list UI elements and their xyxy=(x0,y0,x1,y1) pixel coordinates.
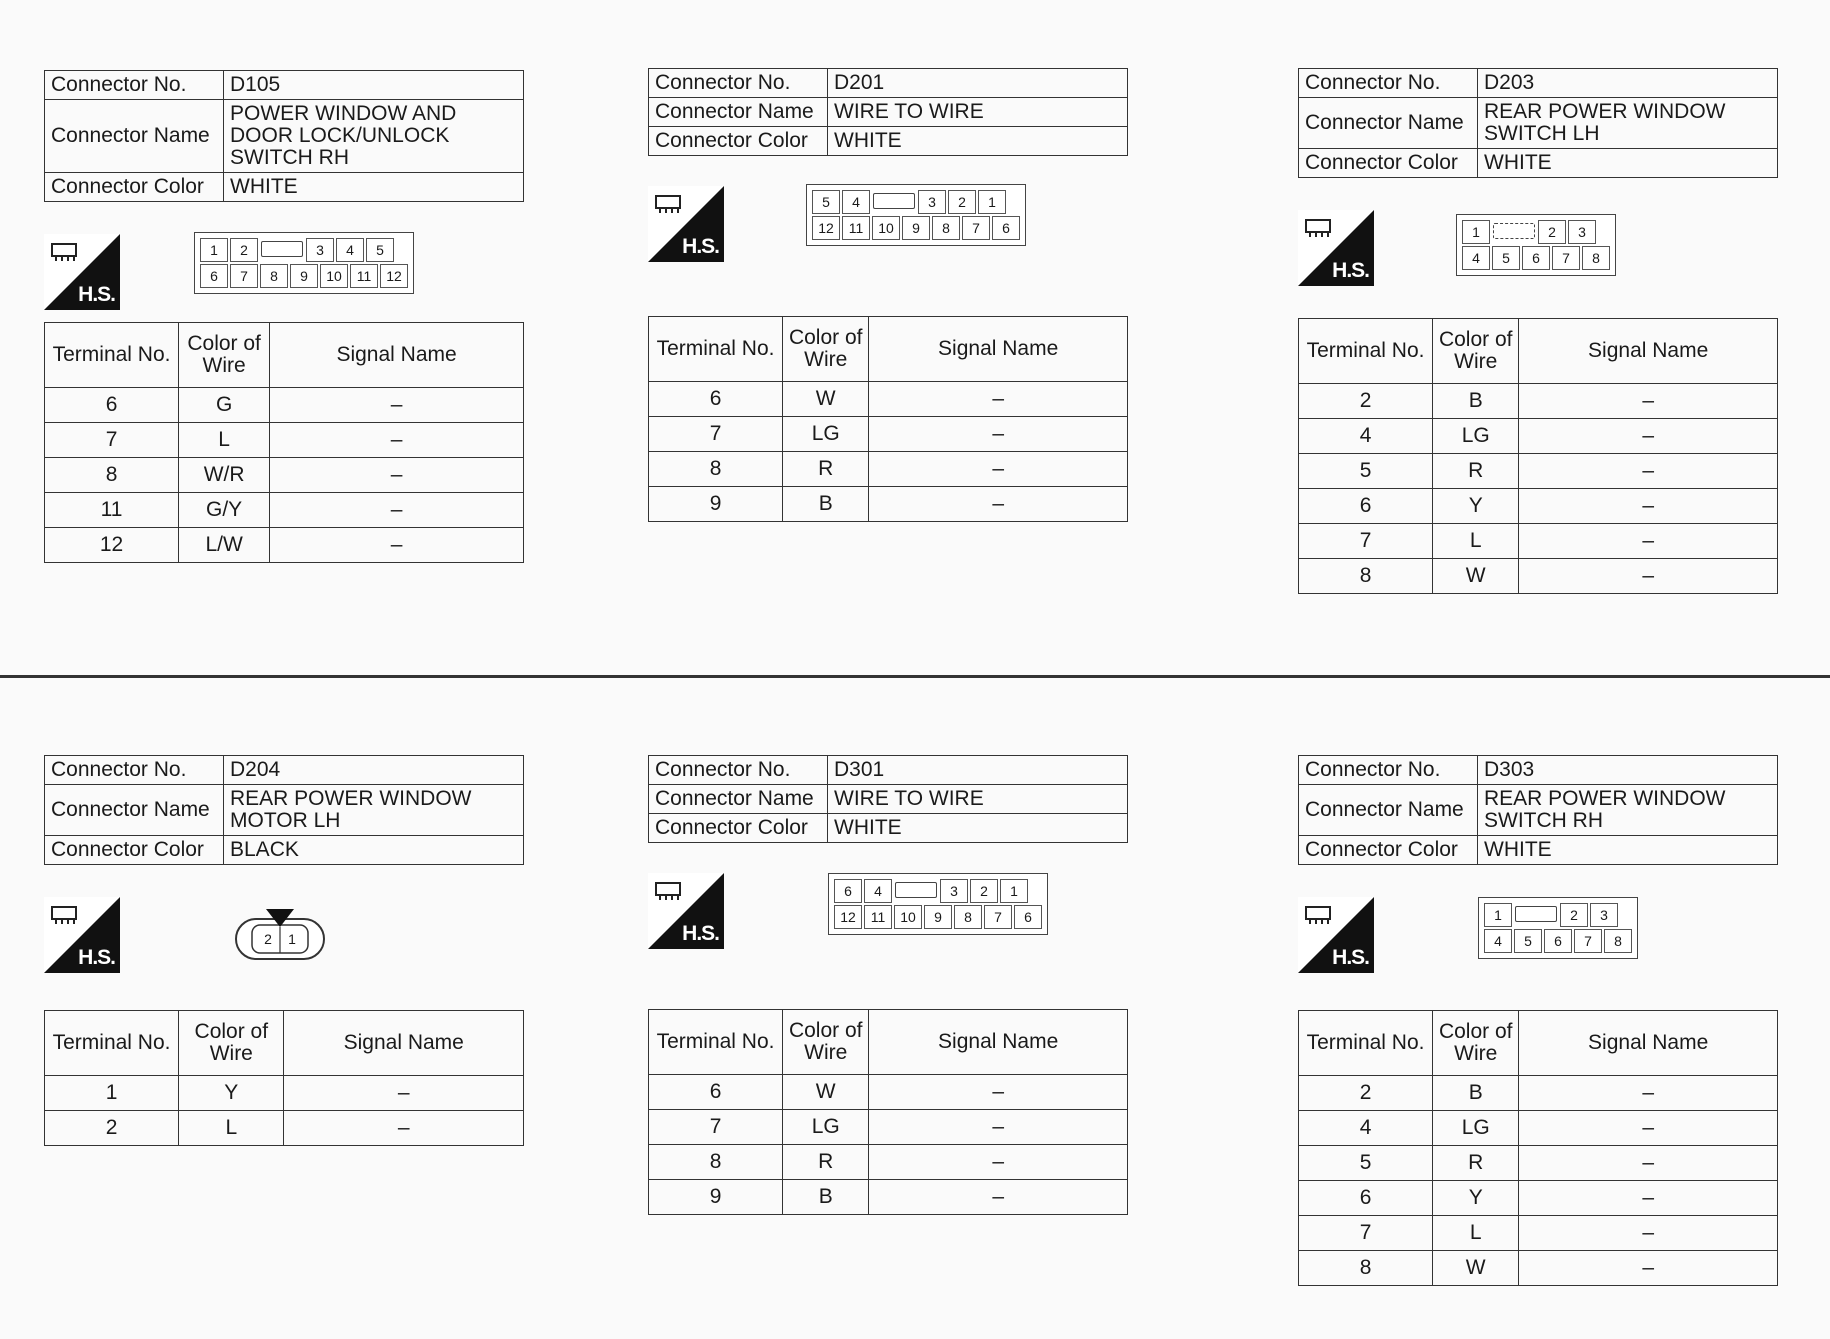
connector-name-value: REAR POWER WINDOW MOTOR LH xyxy=(224,785,524,836)
wire-cell: B xyxy=(1433,1076,1519,1111)
wire-cell: R xyxy=(783,452,869,487)
pin-cell: 11 xyxy=(864,905,892,929)
terminal-table xyxy=(44,322,524,563)
connector-art xyxy=(1298,865,1778,1010)
table-row xyxy=(1299,524,1778,559)
table-row xyxy=(1299,1076,1778,1111)
table-row xyxy=(649,452,1128,487)
pin-cell: 7 xyxy=(1552,246,1580,270)
harness-side-icon xyxy=(648,186,724,262)
signal-cell: – xyxy=(1519,524,1778,559)
terminal-cell: 8 xyxy=(1299,1251,1433,1286)
pin-cell: 3 xyxy=(918,190,946,214)
terminal-cell: 8 xyxy=(649,452,783,487)
pin-cell: 12 xyxy=(834,905,862,929)
connector-lock-tab xyxy=(873,193,915,209)
connector-name-label: Connector Name xyxy=(1299,98,1478,149)
plug-icon xyxy=(654,192,684,214)
pin-cell: 3 xyxy=(1568,220,1596,244)
connector-name-label: Connector Name xyxy=(649,785,828,814)
pin-cell: 6 xyxy=(834,879,862,903)
pin-cell: 8 xyxy=(1582,246,1610,270)
pin-cell: 6 xyxy=(200,264,228,288)
connector-name-value: REAR POWER WINDOW SWITCH LH xyxy=(1478,98,1778,149)
wire-cell: W xyxy=(783,382,869,417)
connector-name-label: Connector Name xyxy=(1299,785,1478,836)
wire-color-header: Color of Wire xyxy=(179,1011,284,1076)
section-divider xyxy=(0,675,1830,678)
connector-color-value: WHITE xyxy=(828,814,1128,843)
connector-no-label: Connector No. xyxy=(649,756,828,785)
pin-cell: 2 xyxy=(970,879,998,903)
hs-label: H.S. xyxy=(1332,259,1369,282)
pin-cell: 11 xyxy=(350,264,378,288)
pin-cell: 6 xyxy=(1544,929,1572,953)
wire-cell: Y xyxy=(1433,1181,1519,1216)
pin-cell: 5 xyxy=(812,190,840,214)
signal-cell: – xyxy=(869,1145,1128,1180)
table-row xyxy=(1299,419,1778,454)
pin-cell: 10 xyxy=(894,905,922,929)
hs-label: H.S. xyxy=(78,283,115,306)
connector-block-d203 xyxy=(1298,68,1778,594)
table-row xyxy=(649,417,1128,452)
signal-cell: – xyxy=(869,487,1128,522)
terminal-cell: 7 xyxy=(45,423,179,458)
table-row xyxy=(45,493,524,528)
terminal-cell: 9 xyxy=(649,1180,783,1215)
connector-color-value: WHITE xyxy=(1478,836,1778,865)
harness-side-icon xyxy=(1298,210,1374,286)
table-row xyxy=(649,1145,1128,1180)
connector-color-value: WHITE xyxy=(1478,149,1778,178)
terminal-cell: 6 xyxy=(649,1075,783,1110)
terminal-cell: 6 xyxy=(1299,1181,1433,1216)
pin-cell: 4 xyxy=(1462,246,1490,270)
connector-no-value: D301 xyxy=(828,756,1128,785)
connector-color-label: Connector Color xyxy=(1299,836,1478,865)
pin-cell: 5 xyxy=(1514,929,1542,953)
two-pin-housing-icon xyxy=(234,905,326,963)
wire-cell: LG xyxy=(783,1110,869,1145)
terminal-cell: 8 xyxy=(1299,559,1433,594)
table-row xyxy=(1299,559,1778,594)
terminal-cell: 12 xyxy=(45,528,179,563)
pin-cell: 8 xyxy=(954,905,982,929)
pin-cell: 6 xyxy=(1014,905,1042,929)
pin-cell: 7 xyxy=(962,216,990,240)
wire-cell: Y xyxy=(179,1076,284,1111)
terminal-cell: 11 xyxy=(45,493,179,528)
connector-name-value: POWER WINDOW AND DOOR LOCK/UNLOCK SWITCH RH xyxy=(224,100,524,173)
signal-name-header: Signal Name xyxy=(270,323,524,388)
table-row xyxy=(649,1180,1128,1215)
terminal-no-header: Terminal No. xyxy=(45,323,179,388)
signal-cell: – xyxy=(1519,559,1778,594)
pin-label: 1 xyxy=(288,931,296,947)
connector-name-value: WIRE TO WIRE xyxy=(828,98,1128,127)
plug-icon xyxy=(1304,216,1334,238)
harness-side-icon xyxy=(1298,897,1374,973)
terminal-cell: 6 xyxy=(45,388,179,423)
pin-cell: 9 xyxy=(902,216,930,240)
connector-block-d204 xyxy=(44,755,524,1146)
pin-cell: 9 xyxy=(924,905,952,929)
connector-no-value: D203 xyxy=(1478,69,1778,98)
pin-cell: 7 xyxy=(1574,929,1602,953)
connector-color-value: WHITE xyxy=(828,127,1128,156)
connector-block-d301 xyxy=(648,755,1128,1215)
terminal-cell: 6 xyxy=(649,382,783,417)
signal-cell: – xyxy=(869,1110,1128,1145)
pin-cell: 12 xyxy=(812,216,840,240)
connector-art xyxy=(1298,178,1778,318)
connector-color-label: Connector Color xyxy=(45,173,224,202)
pin-cell: 3 xyxy=(306,238,334,262)
connector-info-table xyxy=(44,755,524,865)
signal-cell: – xyxy=(869,1180,1128,1215)
signal-cell: – xyxy=(1519,1146,1778,1181)
pin-cell: 7 xyxy=(230,264,258,288)
hs-label: H.S. xyxy=(682,922,719,945)
pin-cell: 8 xyxy=(932,216,960,240)
table-row xyxy=(45,423,524,458)
wire-cell: Y xyxy=(1433,489,1519,524)
table-row xyxy=(1299,1181,1778,1216)
signal-cell: – xyxy=(869,382,1128,417)
plug-icon xyxy=(50,240,80,262)
connector-art xyxy=(44,865,524,1010)
wire-cell: R xyxy=(1433,1146,1519,1181)
connector-no-label: Connector No. xyxy=(1299,756,1478,785)
pin-cell: 8 xyxy=(260,264,288,288)
terminal-cell: 8 xyxy=(45,458,179,493)
connector-face-diagram xyxy=(828,873,1048,935)
connector-face-diagram xyxy=(234,905,326,963)
terminal-cell: 2 xyxy=(45,1111,179,1146)
signal-cell: – xyxy=(1519,489,1778,524)
wire-cell: W xyxy=(783,1075,869,1110)
connector-art xyxy=(648,843,1128,1009)
signal-cell: – xyxy=(1519,1251,1778,1286)
terminal-table xyxy=(648,1009,1128,1215)
terminal-cell: 5 xyxy=(1299,454,1433,489)
connector-lock-tab xyxy=(1493,223,1535,239)
table-row xyxy=(1299,384,1778,419)
terminal-no-header: Terminal No. xyxy=(45,1011,179,1076)
wire-color-header: Color of Wire xyxy=(783,1010,869,1075)
signal-cell: – xyxy=(270,388,524,423)
wire-color-header: Color of Wire xyxy=(783,317,869,382)
terminal-cell: 6 xyxy=(1299,489,1433,524)
plug-icon xyxy=(654,879,684,901)
terminal-cell: 7 xyxy=(1299,524,1433,559)
wire-color-header: Color of Wire xyxy=(1433,1011,1519,1076)
pin-cell: 1 xyxy=(978,190,1006,214)
signal-cell: – xyxy=(284,1111,524,1146)
table-row xyxy=(45,1111,524,1146)
terminal-no-header: Terminal No. xyxy=(1299,319,1433,384)
terminal-cell: 9 xyxy=(649,487,783,522)
connector-face-diagram xyxy=(1456,214,1616,276)
connector-color-value: BLACK xyxy=(224,836,524,865)
wire-cell: L xyxy=(179,423,270,458)
terminal-no-header: Terminal No. xyxy=(1299,1011,1433,1076)
connector-info-table xyxy=(1298,68,1778,178)
terminal-cell: 7 xyxy=(649,1110,783,1145)
signal-cell: – xyxy=(1519,1076,1778,1111)
connector-face-diagram xyxy=(806,184,1026,246)
connector-no-label: Connector No. xyxy=(1299,69,1478,98)
terminal-cell: 7 xyxy=(1299,1216,1433,1251)
connector-no-label: Connector No. xyxy=(45,756,224,785)
signal-cell: – xyxy=(869,452,1128,487)
wire-cell: L xyxy=(1433,1216,1519,1251)
wire-cell: L/W xyxy=(179,528,270,563)
table-row xyxy=(45,388,524,423)
connector-art xyxy=(44,202,524,322)
wire-cell: B xyxy=(1433,384,1519,419)
wire-cell: W xyxy=(1433,559,1519,594)
connector-name-value: WIRE TO WIRE xyxy=(828,785,1128,814)
terminal-cell: 4 xyxy=(1299,419,1433,454)
signal-cell: – xyxy=(270,528,524,563)
connector-lock-tab xyxy=(261,241,303,257)
terminal-cell: 2 xyxy=(1299,1076,1433,1111)
signal-name-header: Signal Name xyxy=(869,317,1128,382)
wire-cell: B xyxy=(783,487,869,522)
signal-name-header: Signal Name xyxy=(1519,1011,1778,1076)
pin-cell: 1 xyxy=(1462,220,1490,244)
pin-cell: 12 xyxy=(380,264,408,288)
connector-color-label: Connector Color xyxy=(649,127,828,156)
connector-block-d105 xyxy=(44,70,524,563)
connector-info-table xyxy=(648,755,1128,843)
wire-cell: LG xyxy=(1433,419,1519,454)
connector-name-label: Connector Name xyxy=(45,785,224,836)
table-row xyxy=(649,1110,1128,1145)
signal-cell: – xyxy=(1519,1181,1778,1216)
connector-face-diagram xyxy=(194,232,414,294)
hs-label: H.S. xyxy=(682,235,719,258)
plug-icon xyxy=(50,903,80,925)
wire-cell: L xyxy=(179,1111,284,1146)
connector-info-table xyxy=(1298,755,1778,865)
pin-cell: 4 xyxy=(864,879,892,903)
pin-cell: 3 xyxy=(940,879,968,903)
pin-cell: 10 xyxy=(872,216,900,240)
pin-cell: 6 xyxy=(992,216,1020,240)
connector-info-table xyxy=(648,68,1128,156)
signal-name-header: Signal Name xyxy=(869,1010,1128,1075)
signal-name-header: Signal Name xyxy=(284,1011,524,1076)
wire-cell: G xyxy=(179,388,270,423)
pin-cell: 2 xyxy=(948,190,976,214)
pin-cell: 4 xyxy=(1484,929,1512,953)
signal-cell: – xyxy=(1519,454,1778,489)
signal-cell: – xyxy=(869,1075,1128,1110)
connector-name-label: Connector Name xyxy=(45,100,224,173)
hs-label: H.S. xyxy=(1332,946,1369,969)
signal-cell: – xyxy=(1519,384,1778,419)
table-row xyxy=(45,458,524,493)
wire-cell: W/R xyxy=(179,458,270,493)
wire-cell: R xyxy=(783,1145,869,1180)
signal-cell: – xyxy=(869,417,1128,452)
connector-name-value: REAR POWER WINDOW SWITCH RH xyxy=(1478,785,1778,836)
terminal-table xyxy=(648,316,1128,522)
signal-cell: – xyxy=(1519,1111,1778,1146)
table-row xyxy=(1299,489,1778,524)
harness-side-icon xyxy=(44,234,120,310)
pin-cell: 2 xyxy=(230,238,258,262)
pin-cell: 11 xyxy=(842,216,870,240)
harness-side-icon xyxy=(648,873,724,949)
wire-color-header: Color of Wire xyxy=(1433,319,1519,384)
connector-color-label: Connector Color xyxy=(1299,149,1478,178)
signal-cell: – xyxy=(270,493,524,528)
terminal-table xyxy=(1298,318,1778,594)
connector-color-value: WHITE xyxy=(224,173,524,202)
terminal-cell: 2 xyxy=(1299,384,1433,419)
connector-face-diagram xyxy=(1478,897,1638,959)
terminal-cell: 1 xyxy=(45,1076,179,1111)
connector-lock-tab xyxy=(895,882,937,898)
connector-color-label: Connector Color xyxy=(649,814,828,843)
connector-no-value: D201 xyxy=(828,69,1128,98)
pin-cell: 8 xyxy=(1604,929,1632,953)
signal-cell: – xyxy=(1519,1216,1778,1251)
connector-no-label: Connector No. xyxy=(649,69,828,98)
wire-cell: G/Y xyxy=(179,493,270,528)
connector-color-label: Connector Color xyxy=(45,836,224,865)
table-row xyxy=(1299,454,1778,489)
pin-cell: 2 xyxy=(1538,220,1566,244)
wire-color-header: Color of Wire xyxy=(179,323,270,388)
connector-no-label: Connector No. xyxy=(45,71,224,100)
wire-cell: R xyxy=(1433,454,1519,489)
connector-art xyxy=(648,156,1128,316)
plug-icon xyxy=(1304,903,1334,925)
terminal-no-header: Terminal No. xyxy=(649,317,783,382)
hs-label: H.S. xyxy=(78,946,115,969)
pin-cell: 1 xyxy=(1000,879,1028,903)
terminal-table xyxy=(1298,1010,1778,1286)
pin-cell: 6 xyxy=(1522,246,1550,270)
pin-label: 2 xyxy=(264,931,272,947)
connector-lock-tab xyxy=(1515,906,1557,922)
signal-cell: – xyxy=(284,1076,524,1111)
signal-cell: – xyxy=(1519,419,1778,454)
pin-cell: 4 xyxy=(842,190,870,214)
connector-no-value: D204 xyxy=(224,756,524,785)
connector-no-value: D303 xyxy=(1478,756,1778,785)
pin-cell: 4 xyxy=(336,238,364,262)
wire-cell: L xyxy=(1433,524,1519,559)
pin-cell: 9 xyxy=(290,264,318,288)
signal-name-header: Signal Name xyxy=(1519,319,1778,384)
terminal-cell: 5 xyxy=(1299,1146,1433,1181)
connector-block-d201 xyxy=(648,68,1128,522)
wire-cell: W xyxy=(1433,1251,1519,1286)
pin-cell: 1 xyxy=(1484,903,1512,927)
terminal-cell: 8 xyxy=(649,1145,783,1180)
connector-block-d303 xyxy=(1298,755,1778,1286)
table-row xyxy=(649,1075,1128,1110)
table-row xyxy=(649,382,1128,417)
pin-cell: 5 xyxy=(366,238,394,262)
connector-name-label: Connector Name xyxy=(649,98,828,127)
terminal-cell: 7 xyxy=(649,417,783,452)
terminal-no-header: Terminal No. xyxy=(649,1010,783,1075)
pin-cell: 3 xyxy=(1590,903,1618,927)
pin-cell: 5 xyxy=(1492,246,1520,270)
table-row xyxy=(1299,1251,1778,1286)
signal-cell: – xyxy=(270,458,524,493)
wire-cell: B xyxy=(783,1180,869,1215)
wire-cell: LG xyxy=(1433,1111,1519,1146)
table-row xyxy=(45,1076,524,1111)
table-row xyxy=(1299,1216,1778,1251)
table-row xyxy=(649,487,1128,522)
terminal-table xyxy=(44,1010,524,1146)
connector-info-table xyxy=(44,70,524,202)
table-row xyxy=(1299,1146,1778,1181)
table-row xyxy=(1299,1111,1778,1146)
pin-cell: 10 xyxy=(320,264,348,288)
pin-cell: 1 xyxy=(200,238,228,262)
pin-cell: 7 xyxy=(984,905,1012,929)
terminal-cell: 4 xyxy=(1299,1111,1433,1146)
pin-cell: 2 xyxy=(1560,903,1588,927)
wire-cell: LG xyxy=(783,417,869,452)
signal-cell: – xyxy=(270,423,524,458)
connector-no-value: D105 xyxy=(224,71,524,100)
table-row xyxy=(45,528,524,563)
harness-side-icon xyxy=(44,897,120,973)
